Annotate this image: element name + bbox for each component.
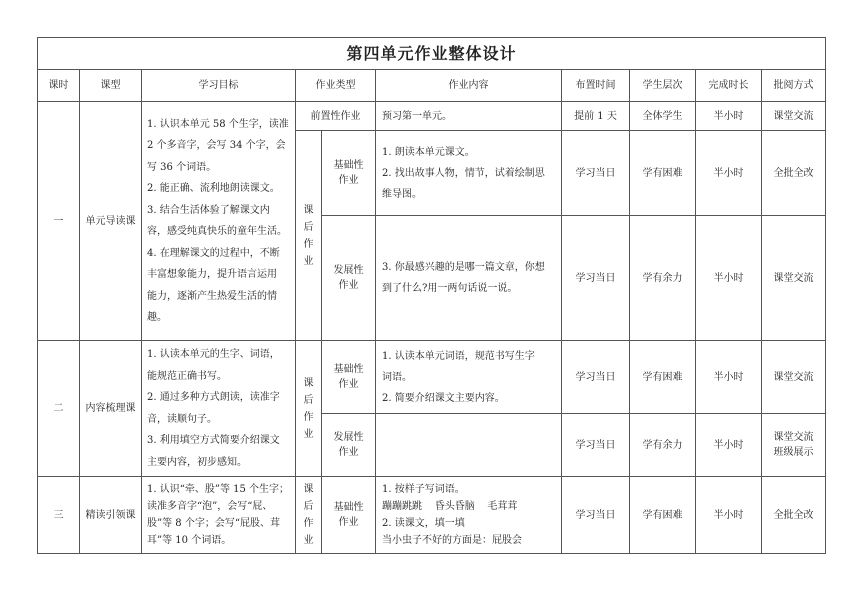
- lesson-number: 三: [38, 477, 80, 554]
- review-method: 全批全改: [762, 131, 826, 216]
- homework-design-table: [37, 37, 826, 554]
- header-row: [38, 70, 826, 102]
- assign-time: 学习当日: [562, 477, 630, 554]
- review-method: 全批全改: [762, 477, 826, 554]
- review-method: 课堂交流: [762, 216, 826, 341]
- homework-type: 发展性 作业: [322, 216, 376, 341]
- header-cell: 课型: [80, 70, 142, 102]
- homework-content: 3. 你最感兴趣的是哪一篇文章，你想 到了什么?用一两句话说一说。: [376, 216, 562, 341]
- after-class-label: 课 后 作 业: [296, 341, 322, 477]
- student-level: 学有困难: [630, 131, 696, 216]
- homework-content: 1. 认读本单元词语，规范书写生字 词语。 2. 简要介绍课文主要内容。: [376, 341, 562, 414]
- homework-content: 1. 朗读本单元课文。 2. 找出故事人物，情节，试着绘制思 维导图。: [376, 131, 562, 216]
- header-cell: 作业类型: [296, 70, 376, 102]
- table-row: [38, 341, 826, 414]
- duration: 半小时: [696, 341, 762, 414]
- review-method: 课堂交流: [762, 102, 826, 131]
- header-cell: 作业内容: [376, 70, 562, 102]
- lesson-type: 精读引领课: [80, 477, 142, 554]
- homework-content: [376, 414, 562, 477]
- after-class-label: 课 后 作 业: [296, 131, 322, 341]
- student-level: 学有困难: [630, 341, 696, 414]
- lesson-type: 内容梳理课: [80, 341, 142, 477]
- duration: 半小时: [696, 477, 762, 554]
- after-class-label: 课 后 作 业: [296, 477, 322, 554]
- header-cell: 完成时长: [696, 70, 762, 102]
- duration: 半小时: [696, 216, 762, 341]
- header-cell: 批阅方式: [762, 70, 826, 102]
- header-cell: 布置时间: [562, 70, 630, 102]
- learning-goals: 1. 认读本单元的生字、词语， 能规范正确书写。 2. 通过多种方式朗读，读准字 音，读顺句子。 3. 利用填空方式简要介绍课文 主要内容，初步感知。: [142, 341, 296, 477]
- table-row: [38, 477, 826, 554]
- header-cell: 学习目标: [142, 70, 296, 102]
- homework-type: 前置性作业: [296, 102, 376, 131]
- homework-type: 基础性 作业: [322, 131, 376, 216]
- review-method: 课堂交流: [762, 341, 826, 414]
- lesson-type: 单元导读课: [80, 102, 142, 341]
- learning-goals: 1. 认识本单元 58 个生字，读准 2 个多音字，会写 34 个字，会 写 36 个词语。 2. 能正确、流利地朗读课文。 3. 结合生活体验了解课文内 容，感受纯真快乐的童年生活。 4. 在理解课文的过程中，不断 丰富想象能力，提升语言运用 能力，逐渐产生热爱生活的情 趣。: [142, 102, 296, 341]
- duration: 半小时: [696, 414, 762, 477]
- review-method: 课堂交流 班级展示: [762, 414, 826, 477]
- header-cell: 课时: [38, 70, 80, 102]
- student-level: 学有余力: [630, 414, 696, 477]
- homework-content: 预习第一单元。: [376, 102, 562, 131]
- lesson-number: 二: [38, 341, 80, 477]
- student-level: 学有困难: [630, 477, 696, 554]
- duration: 半小时: [696, 102, 762, 131]
- student-level: 全体学生: [630, 102, 696, 131]
- header-cell: 学生层次: [630, 70, 696, 102]
- assign-time: 学习当日: [562, 131, 630, 216]
- homework-type: 基础性 作业: [322, 477, 376, 554]
- student-level: 学有余力: [630, 216, 696, 341]
- table-title: 第四单元作业整体设计: [38, 38, 826, 70]
- homework-content: 1. 按样子写词语。 蹦蹦跳跳 昏头昏脑 毛茸茸 2. 读课文，填一填 当小虫子不好的方面是：屁股会: [376, 477, 562, 554]
- assign-time: 学习当日: [562, 341, 630, 414]
- table-row: [38, 102, 826, 131]
- assign-time: 学习当日: [562, 216, 630, 341]
- homework-type: 发展性 作业: [322, 414, 376, 477]
- assign-time: 学习当日: [562, 414, 630, 477]
- lesson-number: 一: [38, 102, 80, 341]
- assign-time: 提前 1 天: [562, 102, 630, 131]
- homework-type: 基础性 作业: [322, 341, 376, 414]
- learning-goals: 1. 认识“牵、股”等 15 个生字； 读准多音字“泡”，会写“屁、 股”等 8 个字；会写“屁股、茸 耳”等 10 个词语。: [142, 477, 296, 554]
- duration: 半小时: [696, 131, 762, 216]
